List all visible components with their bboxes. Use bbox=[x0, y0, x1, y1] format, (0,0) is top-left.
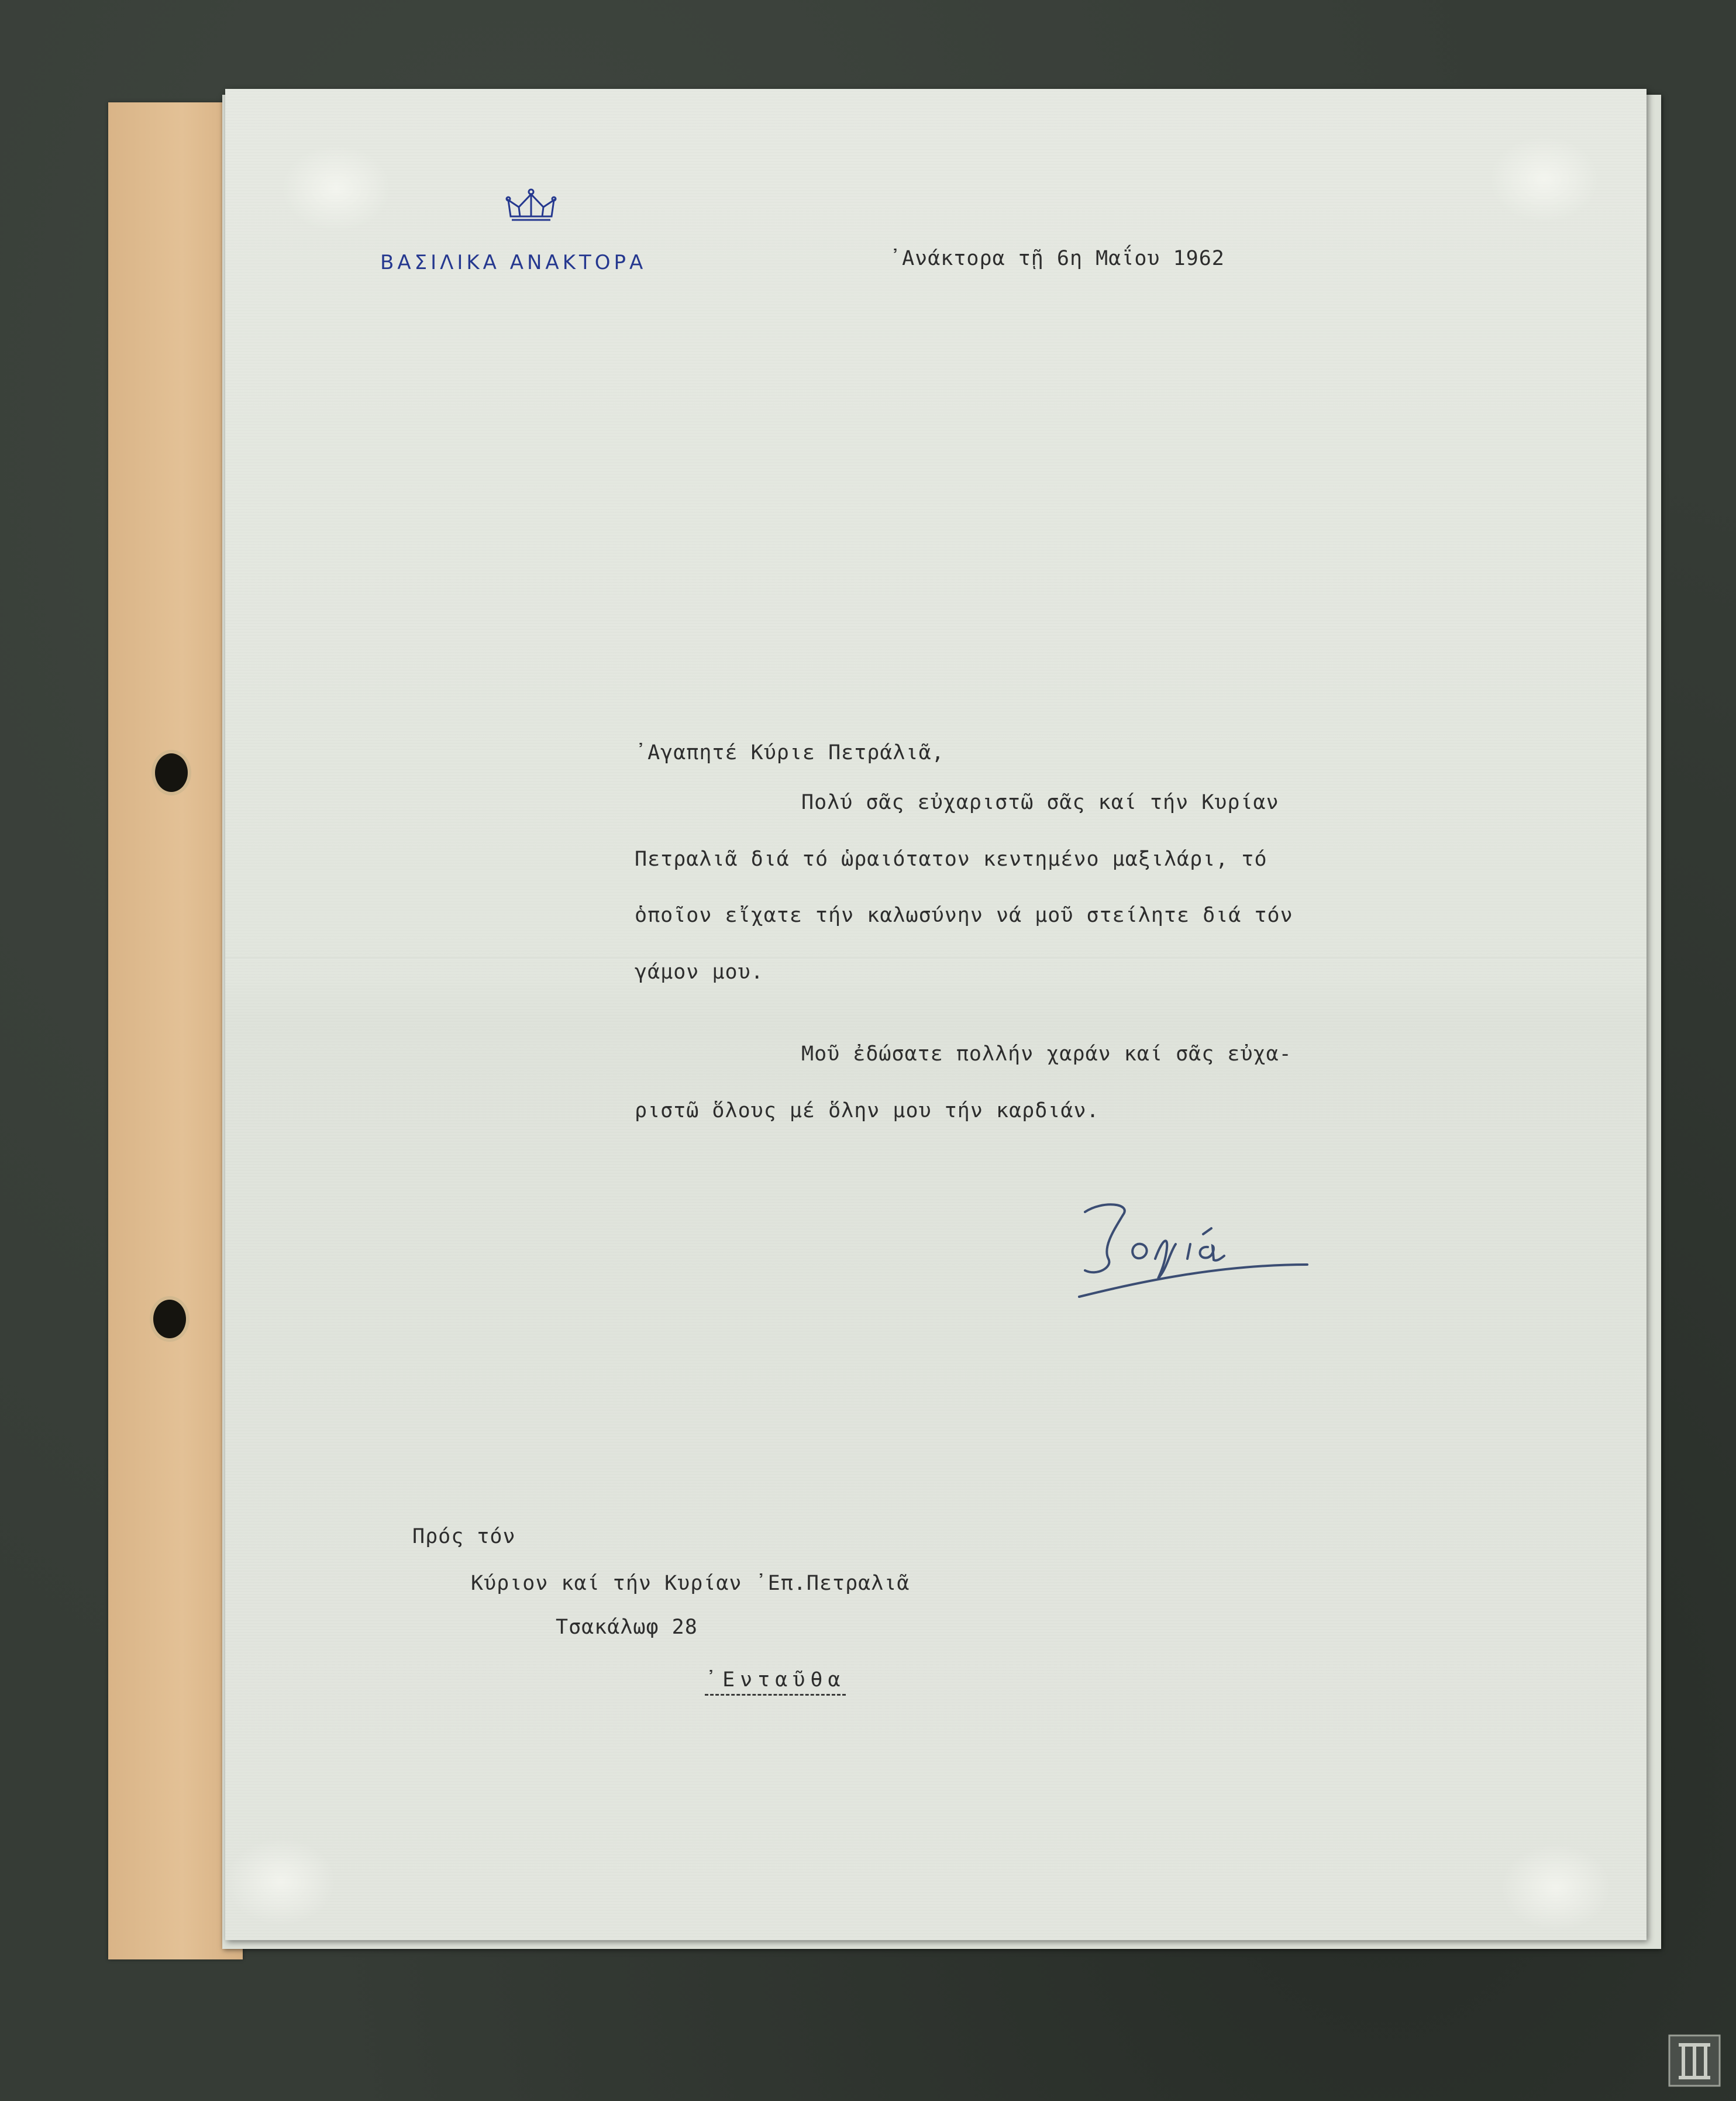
salutation: ᾿Αγαπητέ Κύριε Πετράλιᾶ, bbox=[635, 741, 945, 764]
address-line: Τσακάλωφ 28 bbox=[556, 1616, 698, 1639]
body-line: Πολύ σᾶς εὐχαριστῶ σᾶς καί τήν Κυρίαν bbox=[801, 791, 1279, 814]
archive-monogram-icon bbox=[1668, 2034, 1721, 2087]
address-city: ᾿Ενταῦθα bbox=[705, 1668, 846, 1696]
address-line: Πρός τόν bbox=[412, 1525, 516, 1548]
body-line: ριστῶ ὅλους μέ ὅλην μου τήν καρδιάν. bbox=[635, 1099, 1100, 1122]
signature bbox=[1067, 1189, 1313, 1306]
fold-crease bbox=[225, 957, 1647, 960]
address-line: Κύριον καί τήν Κυρίαν ᾿Επ.Πετραλιᾶ bbox=[471, 1572, 910, 1595]
paper-stain bbox=[281, 144, 392, 232]
body-line: γάμον μου. bbox=[635, 960, 764, 984]
paper-stain bbox=[1489, 136, 1600, 223]
body-line: ὁποῖον εἴχατε τήν καλωσύνην νά μοῦ στείλητε διά τόν bbox=[635, 904, 1293, 927]
letterhead-title: ΒΑΣΙΛΙΚΑ ΑΝΑΚΤΟΡΑ bbox=[380, 251, 647, 274]
date-line: ᾿Ανάκτορα τῇ 6η Μαΐου 1962 bbox=[889, 247, 1225, 270]
letter-page bbox=[225, 89, 1647, 1940]
crown-icon bbox=[505, 187, 557, 226]
paper-stain bbox=[1500, 1844, 1611, 1931]
paper-stain bbox=[225, 1838, 336, 1926]
punch-hole bbox=[155, 753, 188, 792]
body-line: Πετραλιᾶ διά τό ὡραιότατον κεντημένο μαξιλάρι, τό bbox=[635, 848, 1267, 871]
punch-hole bbox=[153, 1300, 186, 1338]
body-line: Μοῦ ἐδώσατε πολλήν χαράν καί σᾶς εὐχα- bbox=[801, 1042, 1292, 1066]
